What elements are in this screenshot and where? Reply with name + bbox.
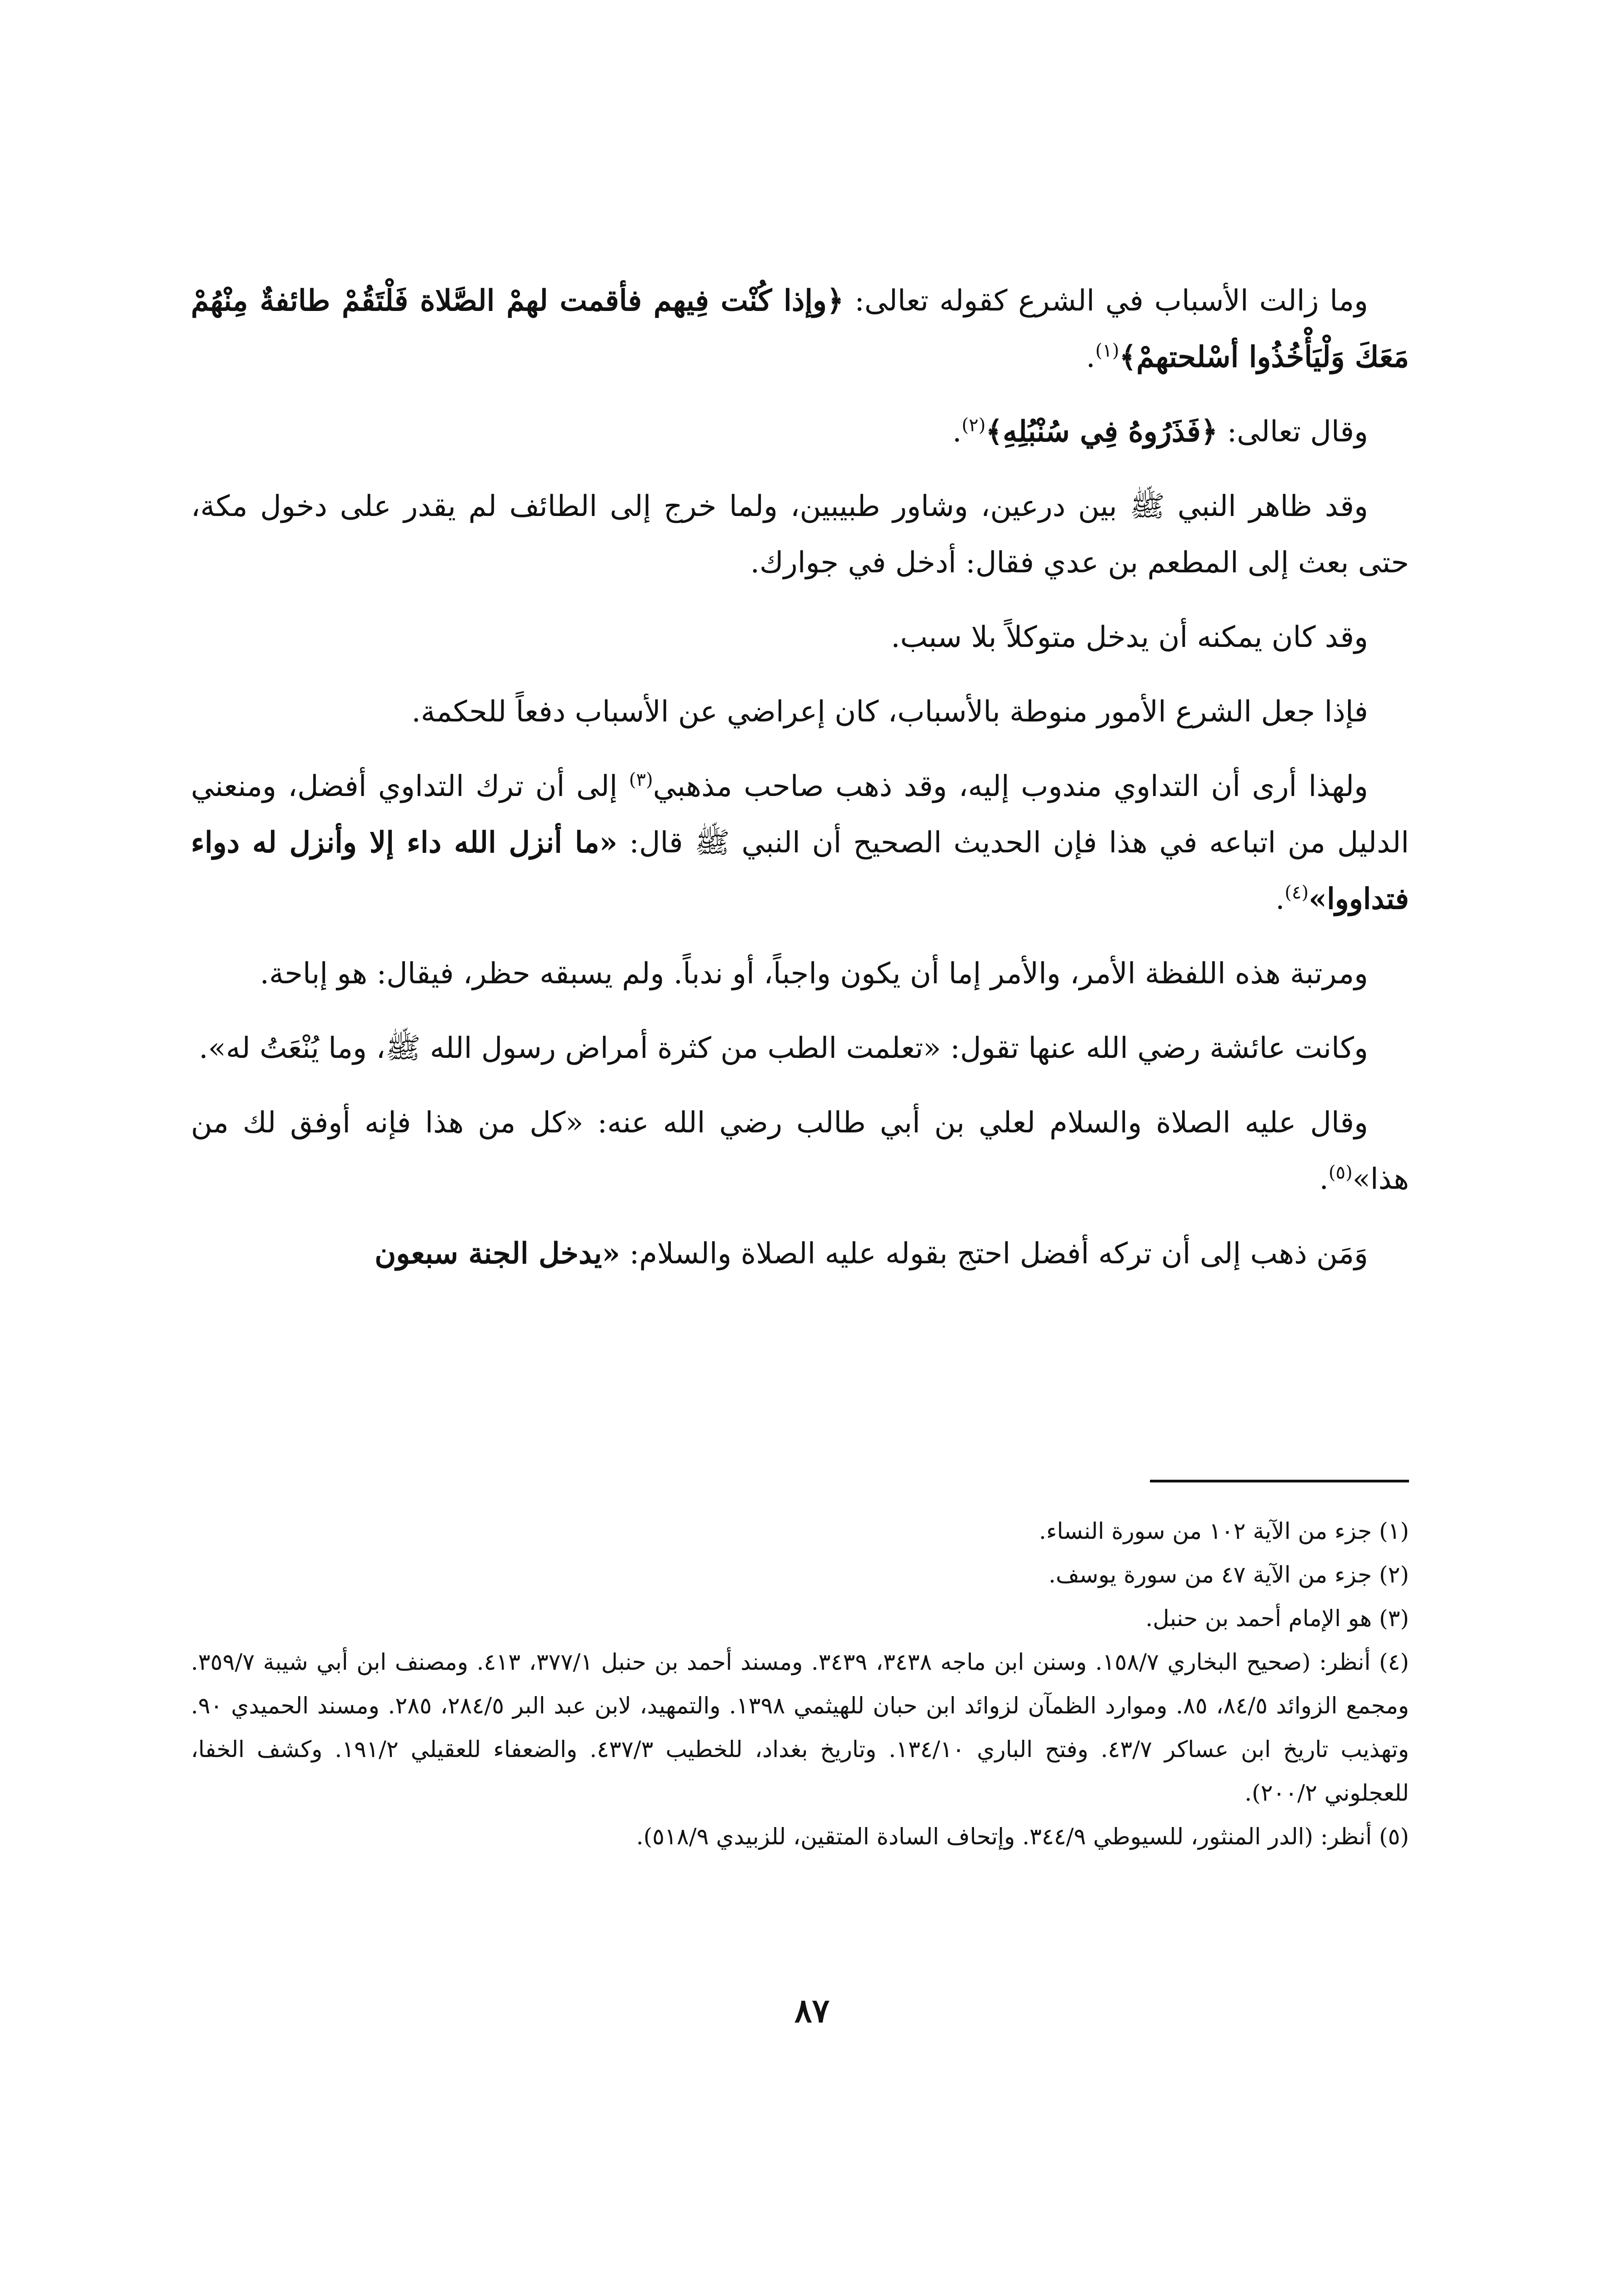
- paragraph-10: [191, 1226, 1409, 1282]
- paragraph-text: فإذا جعل الشرع الأمور منوطة بالأسباب، كان إعراضي عن الأسباب دفعاً للحكمة.: [411, 695, 1368, 729]
- paragraph-tail: .: [952, 415, 962, 449]
- paragraph-text: وقال عليه الصلاة والسلام لعلي بن أبي طالب رضي الله عنه: «كل من هذا فإنه أوفق لك من هذا»: [191, 1106, 1409, 1196]
- paragraph-1: [191, 273, 1409, 386]
- footnote-5: (٥) أنظر: (الدر المنثور، للسيوطي ٣٤٤/٩. وإتحاف السادة المتقين، للزبيدي ٥١٨/٩).: [636, 1823, 1409, 1850]
- paragraph-tail: .: [1275, 882, 1285, 916]
- footnote-2: (٢) جزء من الآية ٤٧ من سورة يوسف.: [1048, 1562, 1409, 1588]
- paragraph-text: وقد كان يمكنه أن يدخل متوكلاً بلا سبب.: [891, 621, 1368, 654]
- paragraph-6: [191, 758, 1409, 927]
- hadith-quote: «ما أنزل الله داء إلا وأنزل له دواء فتداووا»: [191, 826, 1409, 916]
- footnote-4: (٤) أنظر: (صحيح البخاري ١٥٨/٧. وسنن ابن ماجه ٣٤٣٨، ٣٤٣٩. ومسند أحمد بن حنبل ٣٧٧/١، ٤١٣. ومصنف ابن أبي شيبة ٣٥٩/٧. ومجمع الزوائد ٨٤/٥، ٨٥. وموارد الظمآن لزوائد ابن حبان للهيثمي ١٣٩٨. والتمهيد، لابن عبد البر ٢٨٤/٥، ٢٨٥. ومسند الحميدي ٩٠. وتهذيب تاريخ ابن عساكر ٤٣/٧. وفتح الباري ١٣٤/١٠. وتاريخ بغداد، للخطيب ٤٣٧/٣. والضعفاء للعقيلي ١٩١/٢. وكشف الخفا، للعجلوني ٢٠٠/٢).: [191, 1649, 1409, 1806]
- paragraph-text-continued: إلى أن ترك التداوي أفضل، ومنعني الدليل من اتباعه في هذا فإن الحديث الصحيح أن النبي ﷺ قال:: [191, 770, 1409, 860]
- hadith-quote: «يدخل الجنة سبعون: [375, 1237, 620, 1271]
- paragraph-tail: .: [1086, 340, 1095, 374]
- quran-quote: ﴿فَذَرُوهُ فِي سُنْبُلِهِ﴾: [985, 415, 1218, 449]
- footnote-ref: (٢): [961, 415, 986, 436]
- paragraph-4: [191, 609, 1409, 666]
- page-number: ٨٧: [794, 1991, 830, 2030]
- footnote-ref: (١): [1095, 340, 1119, 361]
- main-text: [191, 273, 1409, 1300]
- footnote-divider: [1150, 1480, 1409, 1482]
- paragraph-9: [191, 1095, 1409, 1207]
- paragraph-7: [191, 946, 1409, 1002]
- footnote-ref: (٥): [1329, 1162, 1353, 1183]
- paragraph-text: وَمَن ذهب إلى أن تركه أفضل احتج بقوله عليه الصلاة والسلام:: [620, 1237, 1368, 1271]
- footnote-ref: (٣): [629, 769, 653, 791]
- footnote-ref: (٤): [1284, 882, 1309, 903]
- paragraph-text: وكانت عائشة رضي الله عنها تقول: «تعلمت الطب من كثرة أمراض رسول الله ﷺ، وما يُنْعَتُ له».: [199, 1031, 1368, 1065]
- paragraph-text: وما زالت الأسباب في الشرع كقوله تعالى:: [844, 284, 1369, 318]
- paragraph-3: [191, 478, 1409, 591]
- quran-quote: ﴿وإذا كُنْت فِيهم فأقمت لهمْ الصَّلاة فَلْتَقُمْ طائفةٌ مِنْهُمْ مَعَكَ وَلْيَأْخُذُوا أسْلحتهمْ﴾: [191, 284, 1409, 374]
- paragraph-text: وقال تعالى:: [1218, 415, 1368, 449]
- paragraph-8: [191, 1020, 1409, 1076]
- footnote-1: (١) جزء من الآية ١٠٢ من سورة النساء.: [1039, 1518, 1409, 1544]
- footnotes: [191, 1509, 1409, 1858]
- paragraph-5: [191, 684, 1409, 740]
- paragraph-2: [191, 404, 1409, 460]
- paragraph-text: ومرتبة هذه اللفظة الأمر، والأمر إما أن يكون واجباً، أو ندباً. ولم يسبقه حظر، فيقال: هو إباحة.: [260, 957, 1368, 991]
- paragraph-tail: .: [1319, 1162, 1329, 1196]
- paragraph-text: وقد ظاهر النبي ﷺ بين درعين، وشاور طبيبين، ولما خرج إلى الطائف لم يقدر على دخول مكة، حتى بعث إلى المطعم بن عدي فقال: أدخل في جوارك.: [191, 490, 1409, 580]
- footnote-3: (٣) هو الإمام أحمد بن حنبل.: [1145, 1605, 1409, 1632]
- paragraph-text: ولهذا أرى أن التداوي مندوب إليه، وقد ذهب صاحب مذهبي: [653, 770, 1369, 803]
